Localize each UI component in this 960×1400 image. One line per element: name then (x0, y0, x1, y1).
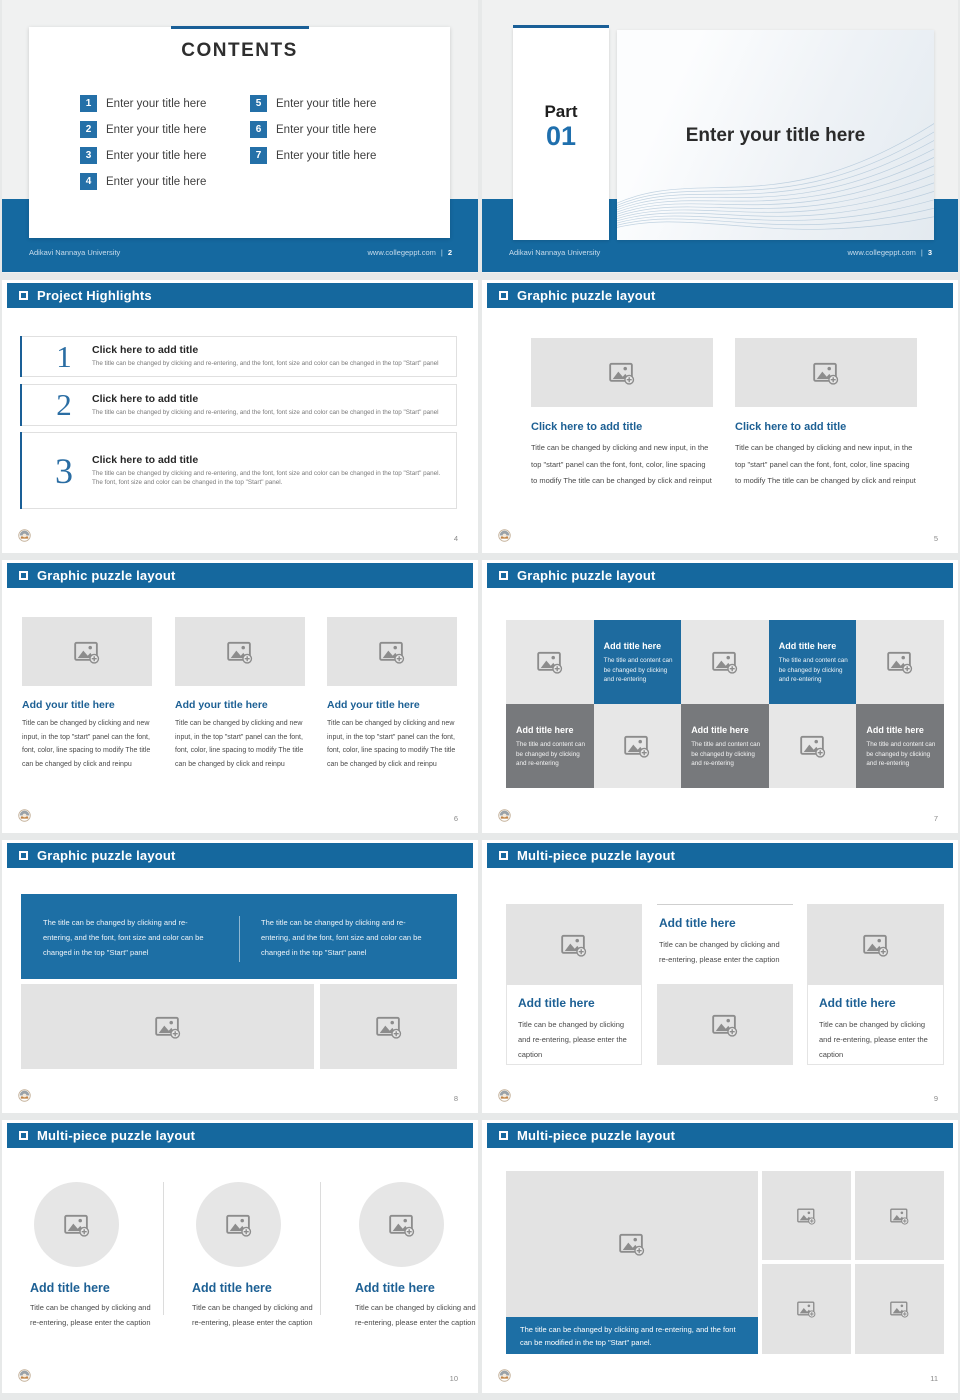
column-body: Title can be changed by clicking and new input, in the top "start" panel can the font, font, color, line spacing to modify The title can be changed by click and reinput (735, 443, 916, 485)
part-label: Part (544, 102, 578, 121)
tile-title: Add title here (516, 725, 574, 735)
image-placeholder[interactable] (856, 620, 944, 704)
column-title: Click here to add title (735, 421, 847, 433)
caption-block (807, 985, 944, 1065)
multi-column (192, 1182, 320, 1330)
caption-title: Add title here (518, 996, 595, 1010)
highlight-body: The title can be changed by clicking and re-entering, and the font, font size and color can be changed in the top "Start" panel (92, 360, 439, 368)
insert-picture-icon (800, 734, 826, 758)
contents-title: CONTENTS (181, 40, 298, 61)
caption-body: Title can be changed by clicking and re-entering, please enter the caption (355, 1303, 476, 1327)
toc-item (80, 95, 206, 112)
insert-picture-icon (227, 640, 253, 664)
multi-column (30, 1182, 158, 1330)
image-placeholder[interactable] (594, 704, 682, 788)
puzzle-column (531, 338, 713, 490)
cell-multi-three (480, 1120, 960, 1400)
image-placeholder[interactable] (735, 338, 917, 407)
square-bullet-icon (19, 851, 28, 860)
toc-label: Enter your title here (106, 149, 207, 162)
slide-thumbnail-graphic-puzzle-3col[interactable] (2, 560, 478, 833)
cell-highlights (0, 280, 480, 560)
caption-title: Add title here (30, 1281, 110, 1295)
column-divider (320, 1182, 321, 1315)
multi-column (657, 904, 793, 1065)
caption-body: Title can be changed by clicking and re-entering, please enter the caption (518, 1020, 627, 1059)
insert-picture-icon (712, 1013, 738, 1037)
insert-picture-icon (64, 1213, 90, 1237)
image-placeholder[interactable] (762, 1171, 851, 1260)
insert-picture-icon (74, 640, 100, 664)
footer-university: Adikavi Nannaya University (509, 248, 601, 257)
banner-text: The title can be changed by clicking and re-entering, and the font, font size and color can be changed in the top "Start" panel (261, 918, 422, 957)
toc-item (80, 173, 206, 190)
toc-item (250, 95, 376, 112)
page-number: 6 (453, 814, 458, 823)
slide-thumbnail-part-01[interactable] (482, 0, 958, 273)
insert-picture-icon (813, 361, 839, 385)
image-placeholder[interactable] (855, 1171, 944, 1260)
puzzle-column (175, 617, 305, 771)
image-placeholder[interactable] (807, 904, 944, 985)
toc-number-badge: 4 (80, 173, 97, 190)
accent-line (171, 26, 309, 29)
highlight-title: Click here to add title (92, 344, 199, 357)
toc-item (80, 147, 206, 164)
image-placeholder-circle[interactable] (34, 1182, 119, 1267)
grid-text-tile-gray (506, 704, 594, 788)
highlight-title: Click here to add title (92, 392, 199, 405)
image-placeholder[interactable] (769, 704, 857, 788)
part-card (513, 28, 609, 240)
insert-picture-icon (561, 933, 587, 957)
image-placeholder[interactable] (506, 904, 642, 985)
toc-number-badge: 3 (80, 147, 97, 164)
column-body: Title can be changed by clicking and new input, in the top "start" panel can the font, font, color, line spacing to modify The title can be changed by click and reinpu (327, 720, 456, 768)
caption-body: Title can be changed by clicking and re-entering, please enter the caption (819, 1020, 928, 1059)
tile-body: The title and content can be changed by clicking and re-entering (866, 741, 936, 767)
page-number: 8 (453, 1094, 458, 1103)
cell-puzzle-two (480, 280, 960, 560)
highlight-item (20, 384, 457, 426)
insert-picture-icon (226, 1213, 252, 1237)
cell-puzzle-three (0, 560, 480, 840)
slide-thumbnail-graphic-puzzle-2col[interactable] (482, 280, 958, 553)
highlight-texts (92, 454, 456, 488)
university-seal-logo (498, 809, 511, 822)
cell-puzzle-grid (480, 560, 960, 840)
tile-body: The title and content can be changed by clicking and re-entering (603, 657, 673, 683)
slide-header-title: Graphic puzzle layout (517, 568, 656, 583)
caption-block (657, 904, 793, 984)
slide-thumbnail-multi-piece-1[interactable] (482, 840, 958, 1113)
university-seal-logo (498, 529, 511, 542)
highlight-box (22, 336, 457, 377)
image-placeholder[interactable] (506, 1171, 758, 1317)
cell-part (480, 0, 960, 280)
cell-contents (0, 0, 480, 280)
slide-thumbnail-multi-piece-mosaic[interactable] (482, 1120, 958, 1393)
section-title: Enter your title here (685, 125, 866, 146)
square-bullet-icon (19, 571, 28, 580)
insert-picture-icon (537, 650, 563, 674)
university-seal-logo (18, 809, 31, 822)
toc-number-badge: 5 (250, 95, 267, 112)
square-bullet-icon (19, 291, 28, 300)
university-seal-logo (498, 1369, 511, 1382)
slide-header-bar (487, 563, 953, 588)
caption-title: Add title here (659, 916, 736, 930)
multi-column (355, 1182, 478, 1330)
footer-page-number: 3 (927, 248, 932, 257)
highlight-number: 3 (55, 450, 73, 491)
slide-footer (29, 248, 452, 257)
toc-label: Enter your title here (106, 97, 207, 110)
section-title-panel (617, 30, 934, 240)
slide-header-bar (7, 1123, 473, 1148)
banner-divider (239, 916, 240, 962)
slide-header-title: Multi-piece puzzle layout (517, 848, 676, 863)
column-divider (163, 1182, 164, 1315)
toc-label: Enter your title here (106, 175, 207, 188)
insert-picture-icon (863, 933, 889, 957)
image-placeholder[interactable] (21, 984, 314, 1069)
slide-header-title: Project Highlights (37, 288, 152, 303)
page-number: 7 (933, 814, 938, 823)
wave-decoration (617, 90, 934, 240)
column-title: Add your title here (22, 699, 115, 711)
highlight-body: The title can be changed by clicking and re-entering, and the font, font size and color can be changed in the top "Start" panel. The font, font size and color can be changed in the top "Start" panel. (92, 469, 441, 486)
image-placeholder[interactable] (22, 617, 152, 686)
toc-number-badge: 6 (250, 121, 267, 138)
tile-title: Add title here (778, 641, 837, 651)
image-placeholder[interactable] (175, 617, 305, 686)
banner-text: The title can be changed by clicking and re-entering, and the font, font size and color can be changed in the top "Start" panel (43, 918, 204, 957)
highlight-body: The title can be changed by clicking and re-entering, and the font, font size and color can be changed in the top "Start" panel (92, 408, 439, 416)
highlight-texts (92, 393, 456, 418)
caption-title: Add title here (355, 1281, 435, 1295)
footer-separator: | (440, 248, 443, 257)
page-number: 10 (449, 1374, 458, 1383)
toc-label: Enter your title here (276, 123, 377, 136)
slide-thumbnail-project-highlights[interactable] (2, 280, 478, 553)
insert-picture-icon (609, 361, 635, 385)
slide-header-bar (487, 1123, 953, 1148)
toc-number-badge: 1 (80, 95, 97, 112)
image-placeholder[interactable] (657, 984, 793, 1065)
tile-title: Add title here (866, 725, 924, 735)
toc-item (80, 121, 206, 138)
slide-thumbnail-graphic-puzzle-banner[interactable] (2, 840, 478, 1113)
cell-multi-one (480, 840, 960, 1120)
slide-header-title: Multi-piece puzzle layout (37, 1128, 196, 1143)
blue-caption-bar: The title can be changed by clicking and re-entering, and the font can be modified in the top "Start" panel. (506, 1317, 758, 1354)
puzzle-column (327, 617, 457, 771)
highlight-number: 1 (56, 338, 72, 374)
square-bullet-icon (499, 291, 508, 300)
slide-thumbnail-contents[interactable] (2, 0, 478, 273)
image-placeholder[interactable] (506, 620, 594, 704)
image-placeholder[interactable] (855, 1264, 944, 1354)
insert-picture-icon (619, 1232, 645, 1256)
slide-header-bar (487, 843, 953, 868)
insert-picture-icon (797, 1300, 816, 1318)
page-number: 5 (933, 534, 938, 543)
column-body: Title can be changed by clicking and new input, in the top "start" panel can the font, font, color, line spacing to modify The title can be changed by click and reinpu (22, 720, 151, 768)
multi-column (506, 904, 642, 1065)
footer-university: Adikavi Nannaya University (29, 248, 121, 257)
grid-text-tile-gray (856, 704, 944, 788)
part-number: 01 (545, 121, 577, 151)
column-title: Click here to add title (531, 421, 643, 433)
insert-picture-icon (887, 650, 913, 674)
insert-picture-icon (155, 1015, 181, 1039)
column-title: Add your title here (175, 699, 268, 711)
slide-header-bar (7, 283, 473, 308)
page-number: 11 (930, 1374, 938, 1383)
highlight-number: 2 (56, 387, 72, 422)
contents-column-right (250, 95, 376, 173)
toc-item (250, 147, 376, 164)
highlight-item (20, 336, 457, 377)
caption-title: Add title here (819, 996, 896, 1010)
toc-number-badge: 2 (80, 121, 97, 138)
insert-picture-icon (624, 734, 650, 758)
slide-footer (509, 248, 932, 257)
image-placeholder[interactable] (327, 617, 457, 686)
page-number: 9 (933, 1094, 938, 1103)
tile-body: The title and content can be changed by clicking and re-entering (516, 741, 585, 767)
university-seal-logo (18, 1089, 31, 1102)
footer-page-number: 2 (447, 248, 452, 257)
insert-picture-icon (376, 1015, 402, 1039)
square-bullet-icon (499, 851, 508, 860)
slide-header-title: Graphic puzzle layout (517, 288, 656, 303)
caption-block (506, 985, 642, 1065)
image-placeholder[interactable] (320, 984, 457, 1069)
highlight-title: Click here to add title (92, 453, 199, 466)
image-placeholder-circle[interactable] (359, 1182, 444, 1267)
slide-header-title: Multi-piece puzzle layout (517, 1128, 676, 1143)
slide-thumbnail-multi-piece-circles[interactable] (2, 1120, 478, 1393)
insert-picture-icon (379, 640, 405, 664)
image-placeholder-circle[interactable] (196, 1182, 281, 1267)
tile-title: Add title here (603, 641, 662, 651)
insert-picture-icon (890, 1207, 909, 1225)
insert-picture-icon (389, 1213, 415, 1237)
puzzle-grid (506, 620, 944, 788)
slide-thumbnail-graphic-puzzle-grid[interactable] (482, 560, 958, 833)
insert-picture-icon (890, 1300, 909, 1318)
highlight-item (20, 432, 457, 509)
slide-header-title: Graphic puzzle layout (37, 568, 176, 583)
blue-text-banner (21, 894, 457, 979)
tile-body: The title and content can be changed by clicking and re-entering (778, 657, 848, 683)
grid-text-tile-gray (681, 704, 769, 788)
page-number: 4 (453, 534, 458, 543)
cell-multi-two (0, 1120, 480, 1400)
insert-picture-icon (712, 650, 738, 674)
image-placeholder[interactable] (681, 620, 769, 704)
tile-body: The title and content can be changed by clicking and re-entering (691, 741, 761, 767)
highlight-box (22, 384, 457, 426)
column-body: Title can be changed by clicking and new input, in the top "start" panel can the font, font, color, line spacing to modify The title can be changed by click and reinpu (175, 720, 304, 768)
university-seal-logo (18, 1369, 31, 1382)
toc-label: Enter your title here (106, 123, 207, 136)
tile-title: Add title here (691, 725, 749, 735)
university-seal-logo (498, 1089, 511, 1102)
footer-site (368, 248, 453, 257)
footer-site-url: www.collegeppt.com (367, 248, 436, 257)
square-bullet-icon (19, 1131, 28, 1140)
toc-label: Enter your title here (276, 97, 377, 110)
accent-line (513, 25, 609, 28)
university-seal-logo (18, 529, 31, 542)
toc-label: Enter your title here (276, 149, 377, 162)
highlight-box (22, 432, 457, 509)
square-bullet-icon (499, 1131, 508, 1140)
grid-text-tile-blue (594, 620, 682, 704)
contents-column-left (80, 95, 206, 199)
grid-text-tile-blue (769, 620, 857, 704)
puzzle-column (735, 338, 917, 490)
square-bullet-icon (499, 571, 508, 580)
caption-body: Title can be changed by clicking and re-entering, please enter the caption (192, 1303, 313, 1327)
image-placeholder[interactable] (531, 338, 713, 407)
caption-body: Title can be changed by clicking and re-entering, please enter the caption (659, 940, 780, 964)
toc-number-badge: 7 (250, 147, 267, 164)
image-placeholder[interactable] (762, 1264, 851, 1354)
insert-picture-icon (797, 1207, 816, 1225)
footer-site-url: www.collegeppt.com (847, 248, 916, 257)
caption-title: Add title here (192, 1281, 272, 1295)
slide-header-bar (7, 843, 473, 868)
footer-site (848, 248, 933, 257)
slide-header-title: Graphic puzzle layout (37, 848, 176, 863)
toc-item (250, 121, 376, 138)
footer-separator: | (920, 248, 923, 257)
highlight-texts (92, 344, 456, 369)
column-title: Add your title here (327, 699, 420, 711)
cell-puzzle-banner (0, 840, 480, 1120)
slide-header-bar (487, 283, 953, 308)
puzzle-column (22, 617, 152, 771)
column-body: Title can be changed by clicking and new input, in the top "start" panel can the font, font, color, line spacing to modify The title can be changed by click and reinput (531, 443, 712, 485)
slide-header-bar (7, 563, 473, 588)
contents-card (29, 27, 450, 238)
caption-body: Title can be changed by clicking and re-entering, please enter the caption (30, 1303, 151, 1327)
multi-column (807, 904, 944, 1065)
